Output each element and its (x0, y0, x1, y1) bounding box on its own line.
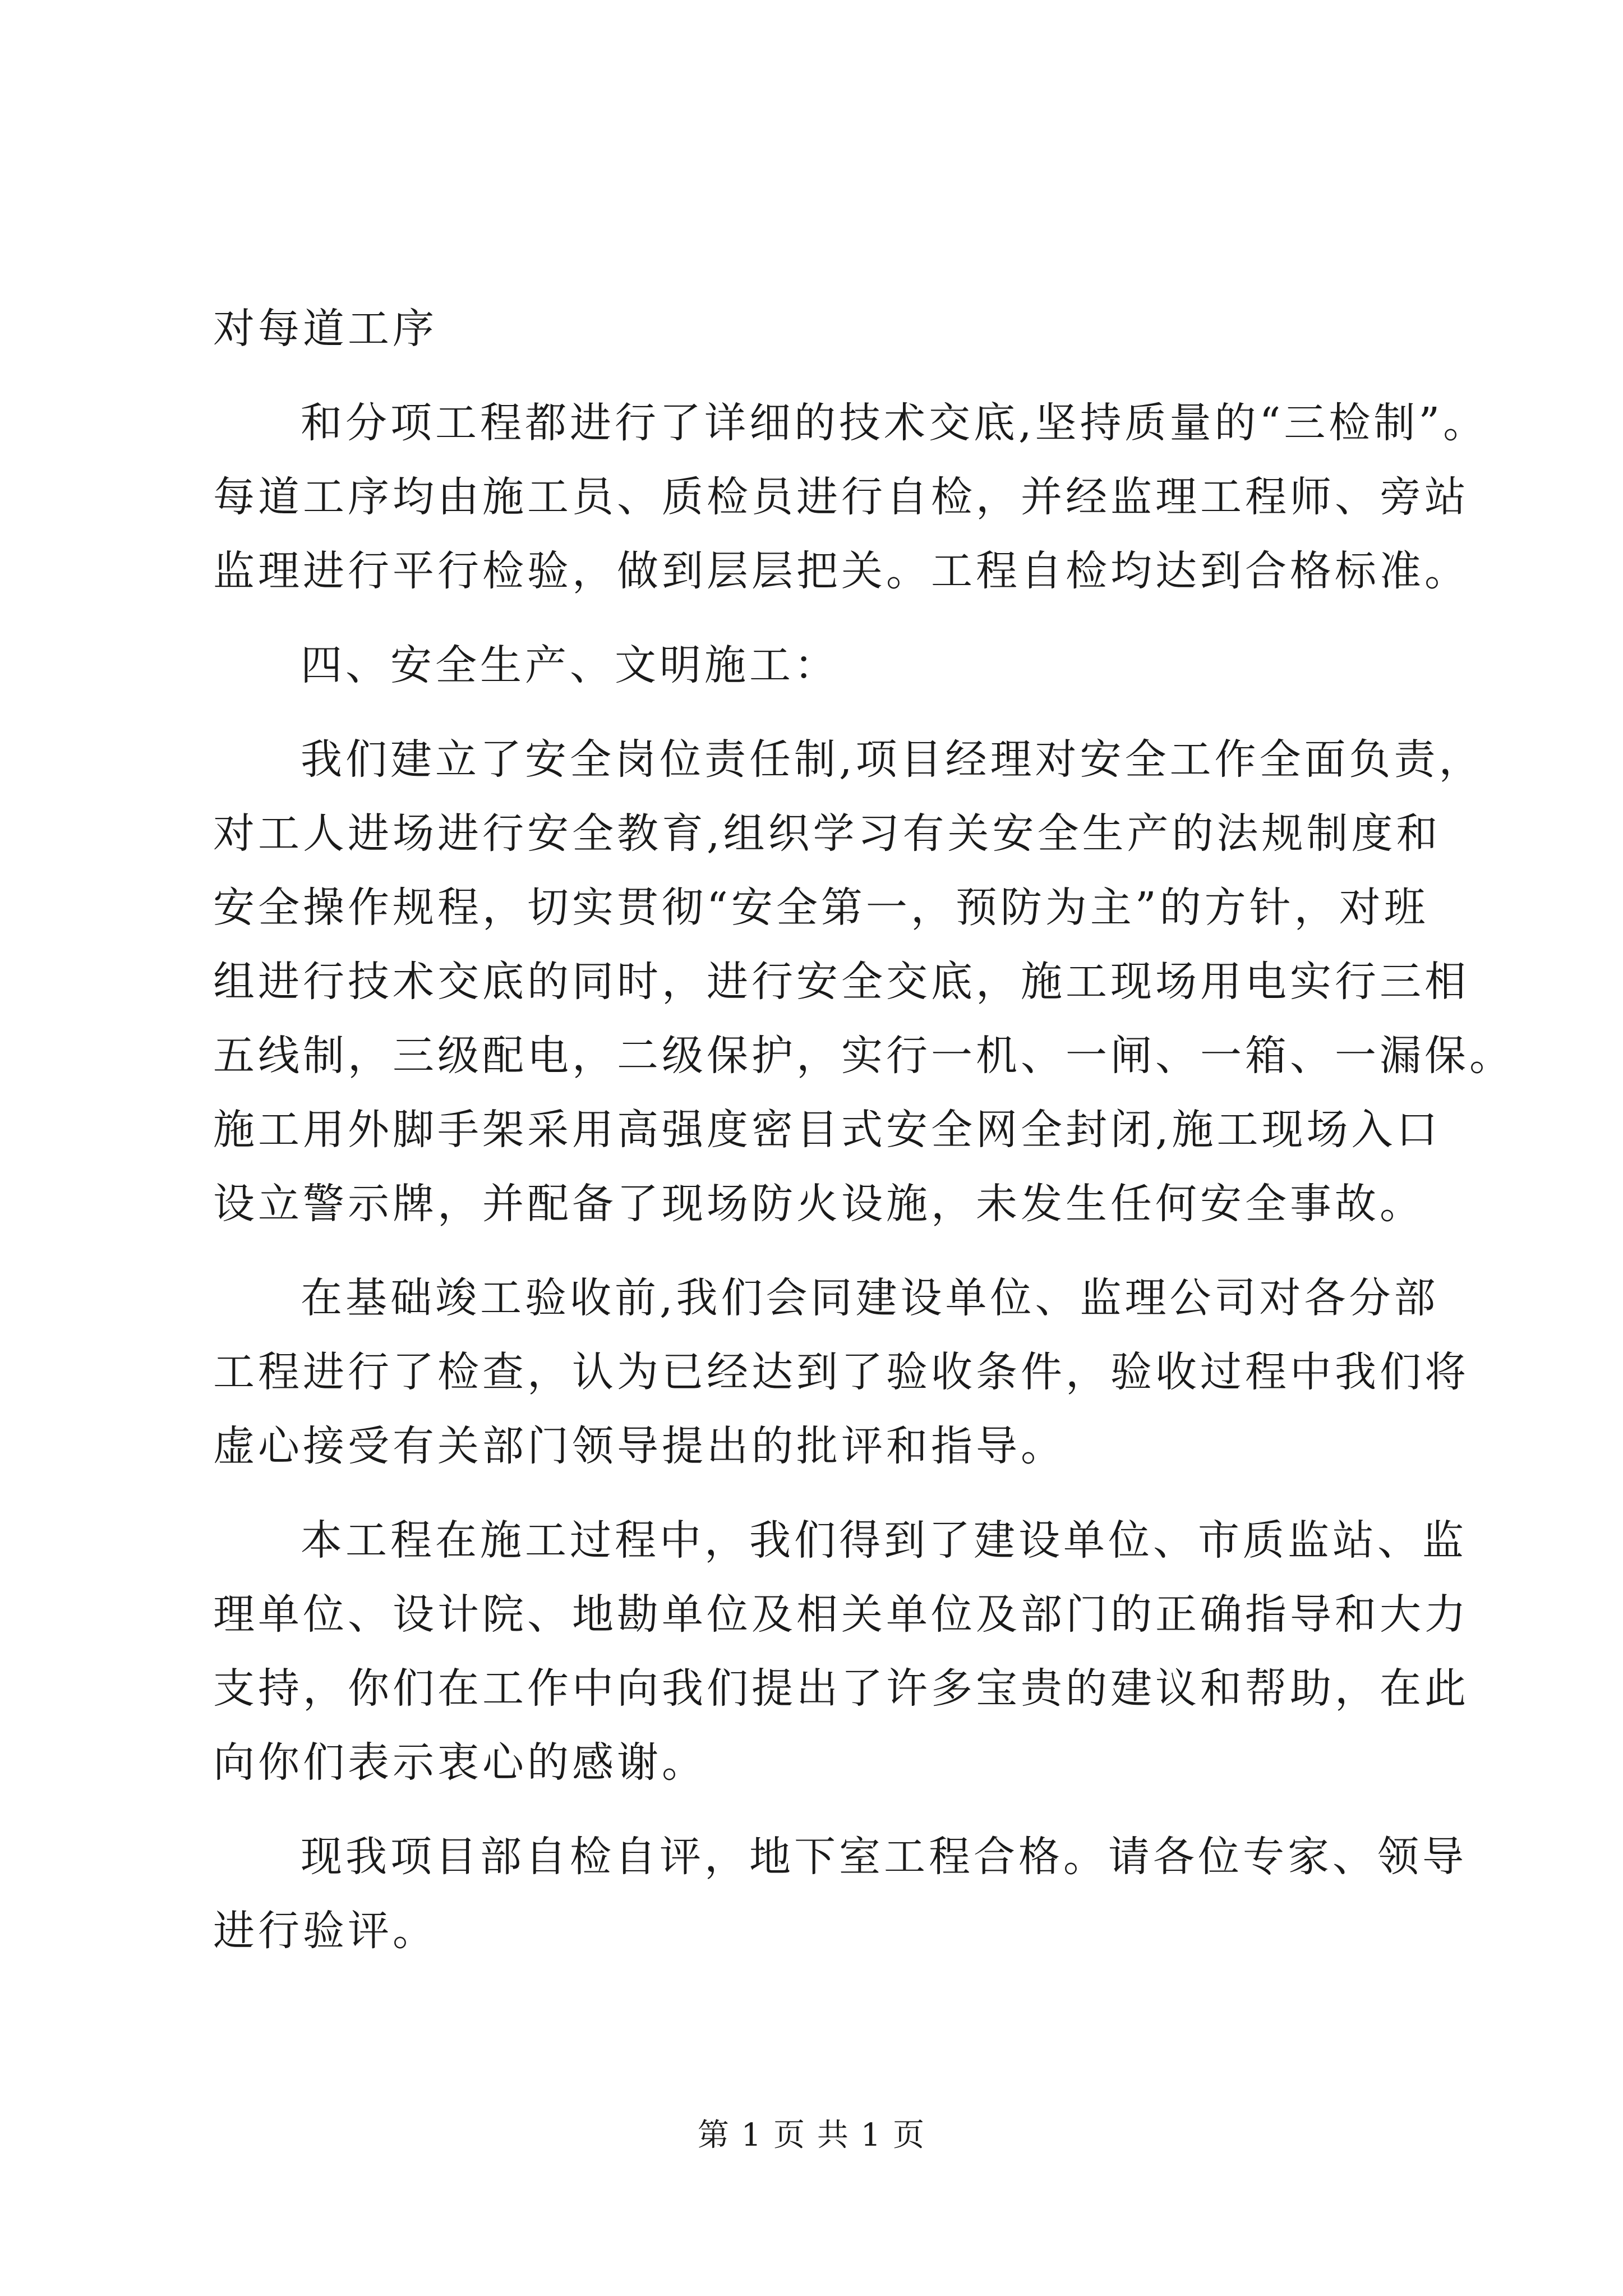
text-line: 施工用外脚手架采用高强度密目式安全网全封闭,施工现场入口 (213, 1106, 1441, 1154)
text-line: 对工人进场进行安全教育,组织学习有关安全生产的法规制度和 (213, 809, 1441, 858)
text-line: 理单位、设计院、地勘单位及相关单位及部门的正确指导和大力 (213, 1590, 1469, 1639)
paragraph-start: 我们建立了安全岗位责任制,项目经理对安全工作全面负责， (301, 735, 1484, 784)
text-line: 工程进行了检查，认为已经达到了验收条件，验收过程中我们将 (213, 1348, 1469, 1396)
paragraph-start: 在基础竣工验收前,我们会同建设单位、监理公司对各分部 (301, 1274, 1439, 1322)
text-line: 进行验评。 (213, 1907, 437, 1955)
text-line: 组进行技术交底的同时，进行安全交底，施工现场用电实行三相 (213, 958, 1469, 1006)
text-line: 每道工序均由施工员、质检员进行自检，并经监理工程师、旁站 (213, 473, 1469, 521)
text-line: 五线制，三级配电，二级保护，实行一机、一闸、一箱、一漏保。 (213, 1032, 1514, 1080)
page-number-footer: 第 1 页 共 1 页 (697, 2117, 926, 2154)
paragraph-start: 现我项目部自检自评，地下室工程合格。请各位专家、领导 (301, 1833, 1467, 1881)
text-line: 对每道工序 (213, 305, 437, 353)
text-line: 虚心接受有关部门领导提出的批评和指导。 (213, 1422, 1066, 1470)
document-body (213, 292, 1514, 1968)
text-line: 设立警示牌，并配备了现场防火设施，未发生任何安全事故。 (213, 1180, 1424, 1228)
paragraph-start: 本工程在施工过程中，我们得到了建设单位、市质监站、监 (301, 1516, 1467, 1565)
text-line: 安全操作规程，切实贯彻“安全第一，预防为主”的方针，对班 (213, 884, 1429, 932)
section-heading: 四、安全生产、文明施工： (301, 641, 839, 689)
text-line: 监理进行平行检验，做到层层把关。工程自检均达到合格标准。 (213, 547, 1469, 595)
text-line: 支持，你们在工作中向我们提出了许多宝贵的建议和帮助，在此 (213, 1664, 1469, 1713)
paragraph-start: 和分项工程都进行了详细的技术交底,坚持质量的“三检制”。 (301, 399, 1488, 447)
text-line: 向你们表示衷心的感谢。 (213, 1738, 707, 1787)
